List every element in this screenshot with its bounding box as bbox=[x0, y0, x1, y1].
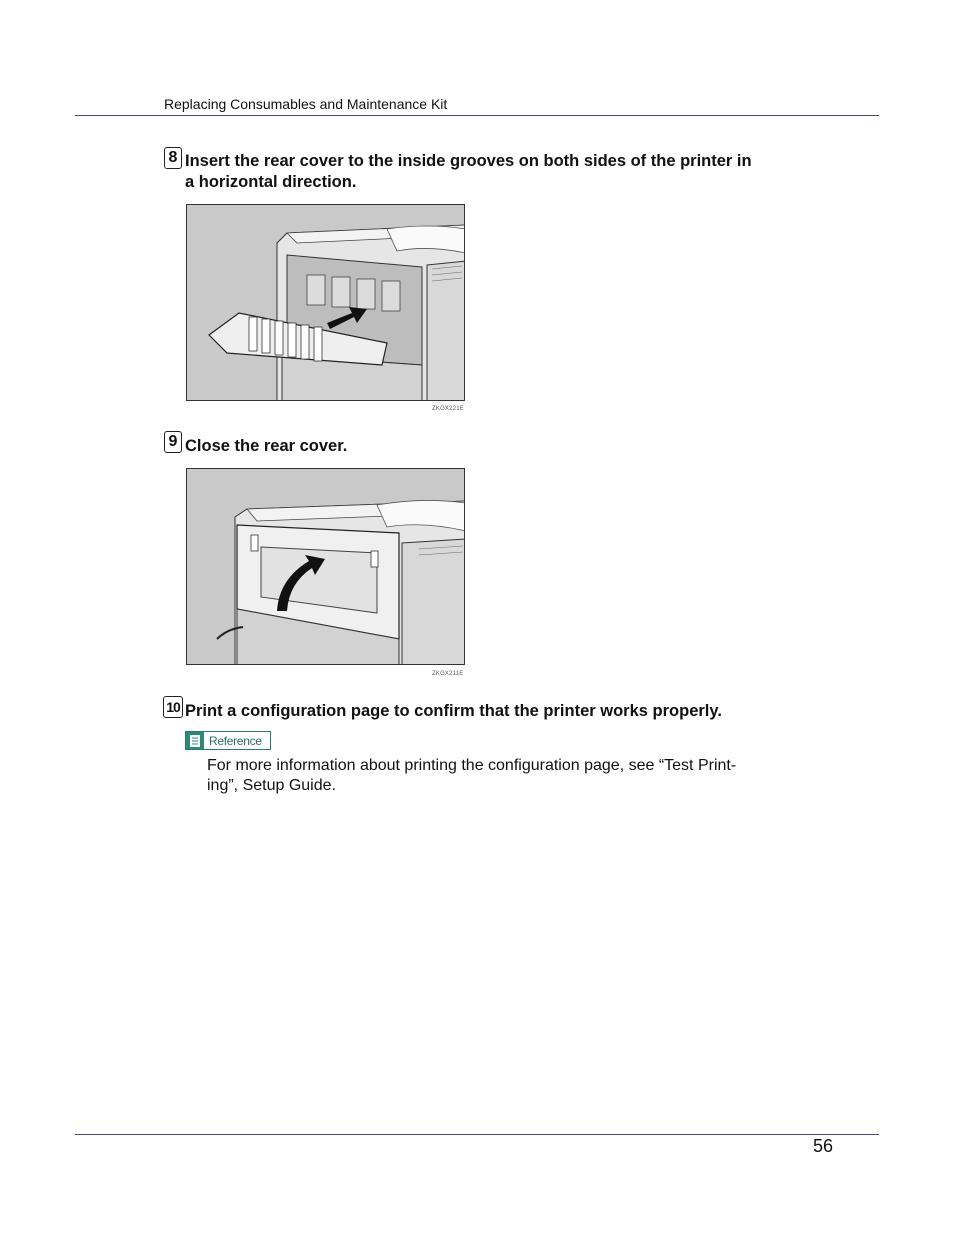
step-instruction bbox=[185, 151, 805, 193]
printer-illustration bbox=[187, 205, 465, 401]
reference-badge bbox=[185, 731, 271, 750]
step-instruction-line: a horizontal direction. bbox=[185, 173, 357, 191]
step-instruction: Close the rear cover. bbox=[185, 437, 348, 455]
document-icon bbox=[186, 732, 204, 749]
step-instruction-line: Insert the rear cover to the inside grooves on both sides of the printer in bbox=[185, 152, 752, 170]
header-title: Replacing Consumables and Maintenance Kit bbox=[164, 96, 448, 112]
header-rule bbox=[75, 115, 879, 116]
footer-rule bbox=[75, 1134, 879, 1135]
printer-illustration bbox=[187, 469, 465, 665]
figure-insert-rear-cover bbox=[186, 204, 465, 401]
reference-label: Reference bbox=[209, 733, 262, 748]
reference-text-line: ing”, Setup Guide. bbox=[207, 777, 336, 794]
step-instruction: Print a configuration page to confirm that the printer works properly. bbox=[185, 702, 722, 720]
reference-text-line: For more information about printing the configuration page, see “Test Print- bbox=[207, 757, 737, 774]
step-number-badge: 8 bbox=[164, 147, 182, 169]
figure-code: ZKGX221E bbox=[432, 406, 464, 412]
reference-text bbox=[207, 756, 797, 796]
step-number-badge: 10 bbox=[163, 696, 183, 718]
figure-close-rear-cover bbox=[186, 468, 465, 665]
figure-code: ZKGX211E bbox=[432, 671, 464, 677]
step-number-badge: 9 bbox=[164, 431, 182, 453]
page-number: 56 bbox=[813, 1136, 834, 1156]
